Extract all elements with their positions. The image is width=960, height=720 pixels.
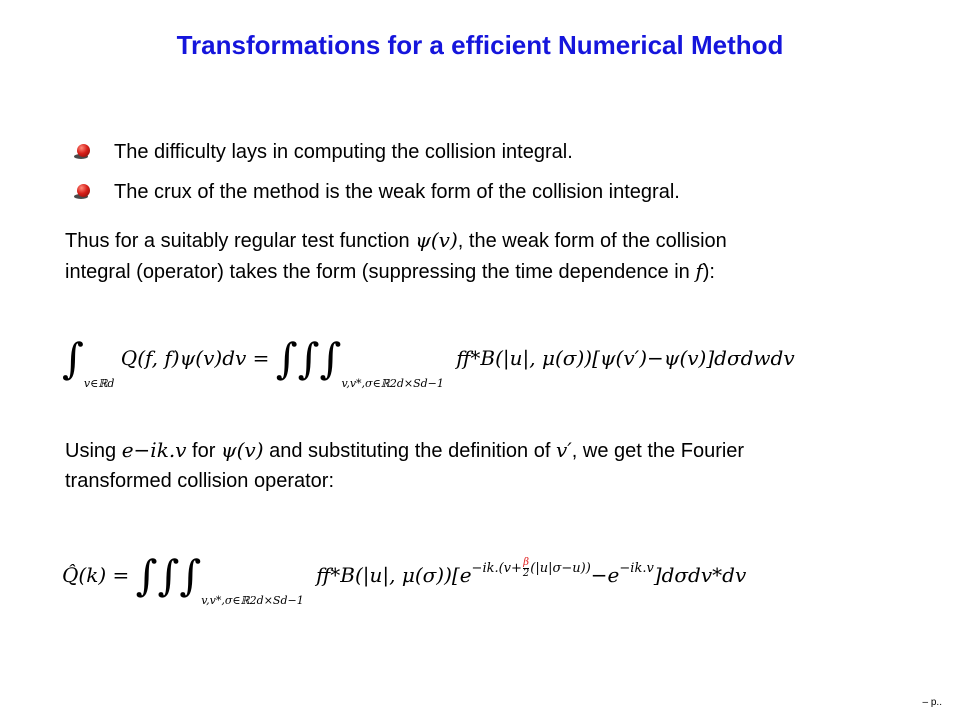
- bullet-text: The crux of the method is the weak form of the collision integral.: [114, 180, 680, 203]
- para-text: transformed collision operator:: [65, 470, 335, 492]
- integral-sign: ∫∫∫: [275, 334, 342, 383]
- para-text: , the weak form of the collision: [457, 230, 727, 252]
- red-ball-bullet-icon: [74, 183, 92, 201]
- red-ball-bullet-icon: [74, 143, 92, 161]
- bullet-item: [74, 132, 914, 172]
- equation-body: ]dσdv*dv: [653, 562, 747, 587]
- exponent-part: (|u|σ−u)): [530, 560, 591, 576]
- equation-rhs: ff*B(|u|, μ(σ))[ψ(v′)−ψ(v)]dσdwdv: [456, 345, 795, 370]
- bullet-text: The difficulty lays in computing the collision integral.: [114, 140, 573, 163]
- integral-subscript: v,v*,σ∈ℝ2d×Sd−1: [341, 376, 444, 390]
- exponent-part: −ik.(v+: [471, 560, 522, 576]
- beta-half-fraction: [523, 558, 529, 579]
- weak-form-paragraph: [65, 225, 925, 287]
- equation-lhs: Q̂(k) =: [62, 562, 130, 587]
- integral-sign: ∫: [62, 334, 84, 383]
- page-number: – p..: [922, 697, 942, 708]
- integral-subscript: v∈ℝd: [83, 376, 115, 390]
- para-text: , we get the Fourier: [571, 440, 745, 462]
- exponent: [472, 558, 591, 579]
- exponent: −ik.v: [619, 560, 654, 576]
- math-inline: f: [695, 259, 703, 283]
- math-inline: v′: [555, 438, 572, 462]
- fraction-denominator: 2: [522, 567, 530, 579]
- fourier-paragraph: [65, 435, 925, 496]
- integral-subscript: v,v*,σ∈ℝ2d×Sd−1: [201, 593, 304, 607]
- para-text: integral (operator) takes the form (suppressing the time dependence in: [65, 261, 696, 283]
- equation-lhs: Q(f, f)ψ(v)dv =: [120, 345, 270, 370]
- weak-form-equation: [62, 334, 912, 390]
- fraction-numerator: β: [523, 556, 529, 568]
- para-text: and substituting the definition of: [263, 440, 556, 462]
- bullet-list: [74, 132, 914, 212]
- fourier-equation: [62, 551, 912, 607]
- slide-title: Transformations for a efficient Numerical Method: [176, 30, 784, 60]
- para-text: Using: [65, 440, 122, 462]
- math-inline: e−ik.v: [121, 438, 187, 462]
- bullet-item: [74, 172, 914, 212]
- equation-body: −e: [590, 562, 620, 587]
- para-text: for: [186, 440, 221, 462]
- para-text: Thus for a suitably regular test function: [65, 230, 416, 252]
- math-inline: ψ(v): [415, 228, 458, 252]
- math-inline: ψ(v): [220, 438, 264, 462]
- integral-sign: ∫∫∫: [135, 551, 202, 600]
- equation-body: ff*B(|u|, μ(σ))[e: [316, 562, 472, 587]
- para-text: ):: [702, 261, 715, 283]
